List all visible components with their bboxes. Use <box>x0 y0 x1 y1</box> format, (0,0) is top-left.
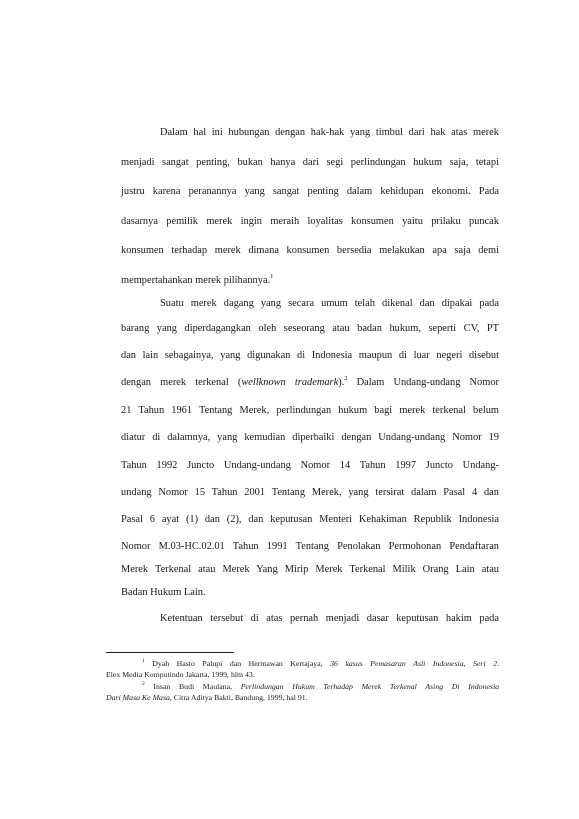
body-line: justru karena peranannya yang sangat penting dalam kehidupan ekonomi. Pada <box>121 186 499 197</box>
footnote-2-cont <box>106 693 499 703</box>
body-line: Ketentuan tersebut di atas pernah menjadi dasar keputusan hakim pada <box>160 613 499 624</box>
body-line: Suatu merek dagang yang secara umum telah dikenal dan dipakai pada <box>160 298 499 309</box>
body-line: Badan Hukum Lain. <box>121 587 206 598</box>
body-line: dasarnya pemilik merek ingin meraih loyalitas konsumen yaitu prilaku puncak <box>121 216 499 227</box>
body-line: dan lain sebagainya, yang digunakan di Indonesia maupun di luar negeri disebut <box>121 350 499 361</box>
footnote-text: , Citra Aditya Bakti, Bandung, 1999, hal 91. <box>169 693 308 702</box>
footnote-text: Dyah Hasto Palupi dan Hermawan Kertajaya, <box>144 659 331 668</box>
body-line: 21 Tahun 1961 Tentang Merek, perlindungan hukum bagi merek terkenal belum <box>121 405 499 416</box>
body-text: dengan merek terkenal ( <box>121 377 242 388</box>
body-line: Nomor M.03-HC.02.01 Tahun 1991 Tentang Penolakan Permohonan Pendaftaran <box>121 541 499 552</box>
footnote-1 <box>142 659 499 669</box>
body-text: ). <box>338 377 345 388</box>
footnote-italic: Perlindungan Hukum Terhadap Merek Terkenal Asing Di Indonesia <box>240 682 500 691</box>
footnote-1-cont: Elex Media Komputindo Jakarta, 1999, hlm 43. <box>106 670 255 679</box>
footnote-separator <box>106 652 234 653</box>
body-line: diatur di dalamnya, yang kemudian diperbaiki dengan Undang-undang Nomor 19 <box>121 432 499 443</box>
body-line: undang Nomor 15 Tahun 2001 Tentang Merek, yang tersirat dalam Pasal 4 dan <box>121 487 499 498</box>
footnote-number: 2 <box>142 681 145 687</box>
footnote-text: . <box>497 659 499 668</box>
footnote-number: 1 <box>142 658 145 664</box>
body-line: Dalam hal ini hubungan dengan hak-hak yang timbul dari hak atas merek <box>160 127 499 138</box>
footnote-italic: 36 kasus Pemasaran Asli Indonesia, Seri 2 <box>330 659 498 668</box>
body-italic-term: wellknown trademark <box>241 377 339 388</box>
body-line: Merek Terkenal atau Merek Yang Mirip Merek Terkenal Milik Orang Lain atau <box>121 564 499 575</box>
footnote-2 <box>142 682 499 692</box>
body-text: Dalam Undang-undang Nomor <box>347 377 499 388</box>
body-line-text: mempertahankan merek pilihannya. <box>121 275 271 286</box>
footnote-ref-1: 1 <box>270 273 274 280</box>
body-line: konsumen terhadap merek dimana konsumen bersedia melakukan apa saja demi <box>121 245 499 256</box>
body-line: Tahun 1992 Juncto Undang-undang Nomor 14 Tahun 1997 Juncto Undang- <box>121 460 499 471</box>
body-line <box>121 275 499 287</box>
footnote-text: Insan Budi Maulana, <box>144 682 241 691</box>
body-line: Pasal 6 ayat (1) dan (2), dan keputusan Menteri Kehakiman Republik Indonesia <box>121 514 499 525</box>
footnote-ref-2: 2 <box>344 375 348 382</box>
body-line: barang yang diperdagangkan oleh seseorang atau badan hukum, seperti CV, PT <box>121 323 499 334</box>
footnote-italic: Dari Masa Ke Masa <box>106 693 170 702</box>
body-line: menjadi sangat penting, bukan hanya dari segi perlindungan hukum saja, tetapi <box>121 157 499 168</box>
body-line <box>121 377 499 389</box>
